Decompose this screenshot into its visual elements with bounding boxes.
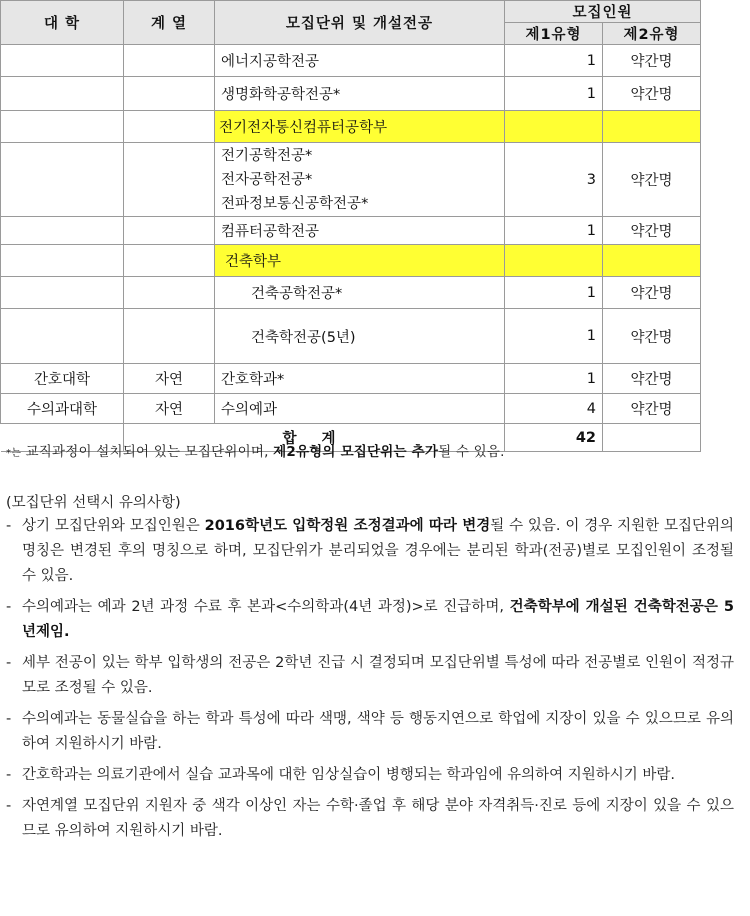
admission-table bbox=[0, 0, 701, 452]
series-cell: 자연 bbox=[124, 394, 215, 424]
type1-cell: 1 bbox=[505, 309, 603, 364]
type1-cell: 1 bbox=[505, 77, 603, 111]
unit-line: 전기공학전공* bbox=[221, 147, 313, 164]
unit-line: 전파정보통신공학전공* bbox=[221, 195, 369, 212]
table-row bbox=[1, 309, 701, 364]
series-cell bbox=[124, 45, 215, 77]
header-series: 계 열 bbox=[124, 1, 215, 45]
unit-cell: 수의예과 bbox=[215, 394, 505, 424]
unit-cell-highlight: 건축학부 bbox=[215, 245, 505, 277]
unit-cell-highlight: 전기전자통신컴퓨터공학부 bbox=[215, 111, 505, 143]
unit-cell: 컴퓨터공학전공 bbox=[215, 217, 505, 245]
footnote-text-end: 될 수 있음. bbox=[438, 444, 505, 460]
table-row bbox=[1, 217, 701, 245]
table-row bbox=[1, 77, 701, 111]
note-item: - 세부 전공이 있는 학부 입학생의 전공은 2학년 진급 시 결정되며 모집단위별 특성에 따라 전공별로 인원이 적정규모로 조정될 수 있음. bbox=[6, 655, 734, 696]
type2-cell: 약간명 bbox=[603, 77, 701, 111]
type1-cell: 3 bbox=[505, 143, 603, 217]
total-value: 42 bbox=[505, 424, 603, 452]
unit-cell: 생명화학공학전공* bbox=[215, 77, 505, 111]
notes-title: (모집단위 선택시 유의사항) bbox=[6, 495, 181, 511]
footnote-bold: 제2유형의 모집단위는 추가 bbox=[273, 444, 439, 460]
note-item: - 수의예과는 예과 2년 과정 수료 후 본과<수의학과(4년 과정)>로 진급하며, 건축학부에 개설된 건축학전공은 5년제임. bbox=[6, 599, 734, 640]
total-label: 합 계 bbox=[124, 424, 505, 452]
unit-cell-multiline bbox=[215, 143, 505, 217]
unit-cell: 건축공학전공* bbox=[215, 277, 505, 309]
type2-cell: 약간명 bbox=[603, 217, 701, 245]
type1-cell: 1 bbox=[505, 217, 603, 245]
series-cell: 자연 bbox=[124, 364, 215, 394]
note-item: - 간호학과는 의료기관에서 실습 교과목에 대한 임상실습이 병행되는 학과임에 유의하여 지원하시기 바람. bbox=[6, 767, 675, 783]
header-college: 대 학 bbox=[1, 1, 124, 45]
type2-cell: 약간명 bbox=[603, 394, 701, 424]
college-cell bbox=[1, 45, 124, 77]
header-type1: 제1유형 bbox=[505, 23, 603, 45]
note-item: - 상기 모집단위와 모집인원은 2016학년도 입학정원 조정결과에 따라 변경될 수 있음. 이 경우 지원한 모집단위의 명칭은 변경된 후의 명칭으로 하며, 모집단위가 분리되었을 경우에는 분리된 학과(전공)별로 모집인원이 조정될 수 있음. bbox=[6, 518, 734, 584]
header-quota: 모집인원 bbox=[505, 1, 701, 23]
table-row bbox=[1, 364, 701, 394]
table-row bbox=[1, 45, 701, 77]
type2-cell: 약간명 bbox=[603, 143, 701, 217]
note-item: - 수의예과는 동물실습을 하는 학과 특성에 따라 색맹, 색약 등 행동지연으로 학업에 지장이 있을 수 있으므로 유의하여 지원하시기 바람. bbox=[6, 711, 734, 752]
header-type2: 제2유형 bbox=[603, 23, 701, 45]
type1-cell: 1 bbox=[505, 45, 603, 77]
footnote-text: 교직과정이 설치되어 있는 모집단위이며, bbox=[21, 444, 274, 460]
table-row bbox=[1, 143, 701, 217]
header-unit: 모집단위 및 개설전공 bbox=[215, 1, 505, 45]
unit-cell: 건축학전공(5년) bbox=[215, 309, 505, 364]
notes-list bbox=[6, 514, 734, 850]
table-row bbox=[1, 277, 701, 309]
college-cell: 간호대학 bbox=[1, 364, 124, 394]
table-footnote bbox=[6, 440, 746, 460]
type2-cell: 약간명 bbox=[603, 277, 701, 309]
table-row bbox=[1, 394, 701, 424]
type1-cell: 1 bbox=[505, 364, 603, 394]
unit-cell: 에너지공학전공 bbox=[215, 45, 505, 77]
type1-cell: 1 bbox=[505, 277, 603, 309]
unit-line: 전자공학전공* bbox=[221, 171, 313, 188]
college-cell: 수의과대학 bbox=[1, 394, 124, 424]
unit-cell: 간호학과* bbox=[215, 364, 505, 394]
note-item: - 자연계열 모집단위 지원자 중 색각 이상인 자는 수학·졸업 후 해당 분야 자격취득·진로 등에 지장이 있을 수 있으므로 유의하여 지원하시기 바람. bbox=[6, 798, 734, 839]
type2-cell: 약간명 bbox=[603, 364, 701, 394]
type2-cell: 약간명 bbox=[603, 309, 701, 364]
type1-cell: 4 bbox=[505, 394, 603, 424]
type2-cell: 약간명 bbox=[603, 45, 701, 77]
footnote-star: *는 bbox=[6, 448, 22, 459]
table-row-highlight bbox=[1, 111, 701, 143]
table-row-highlight bbox=[1, 245, 701, 277]
